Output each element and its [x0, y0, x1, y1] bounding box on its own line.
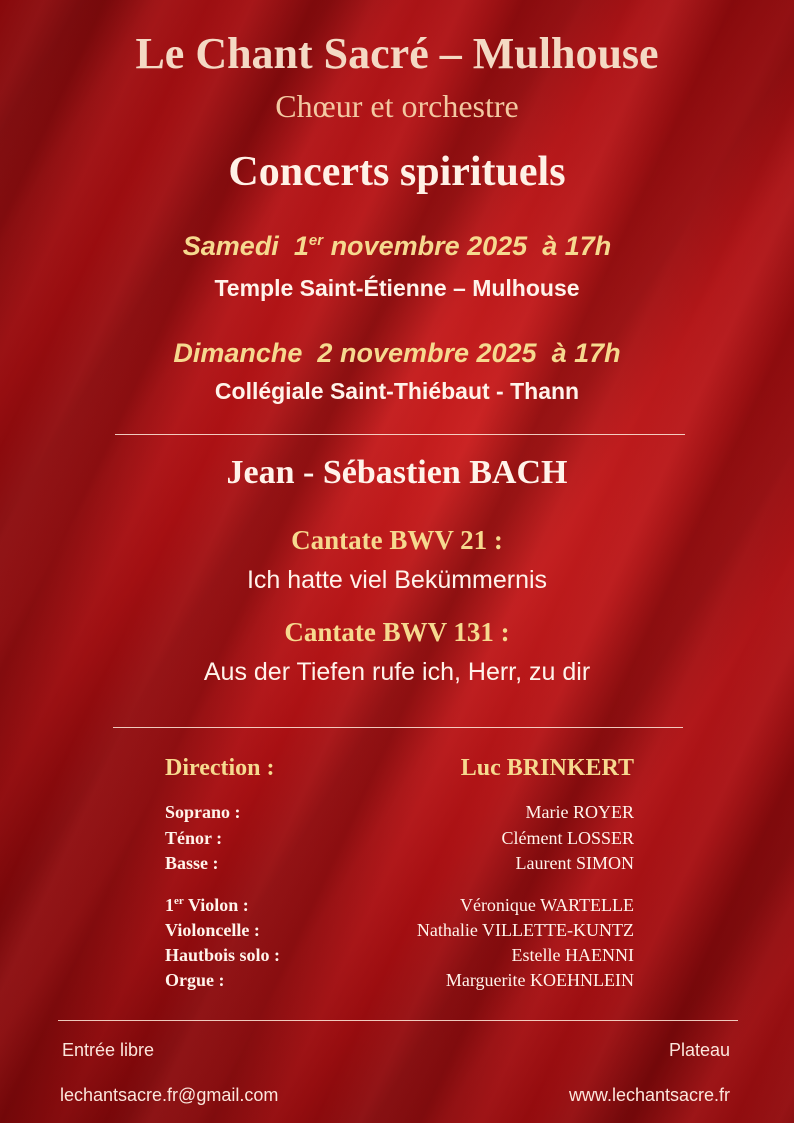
work-label-2: Cantate BWV 131 :: [284, 617, 510, 647]
instrumentalist-role: Hautbois solo :: [165, 945, 281, 965]
website-url: www.lechantsacre.fr: [568, 1085, 730, 1105]
concert-date-rest: novembre 2025: [330, 231, 528, 261]
concert-day: Samedi: [182, 231, 279, 261]
concert-date-rest: novembre 2025: [339, 338, 537, 368]
work-title-1: Ich hatte viel Bekümmernis: [246, 566, 548, 594]
soloist-name: Marie ROYER: [525, 802, 634, 822]
concert-date-number: 2: [317, 338, 333, 368]
poster-subtitle: Chœur et orchestre: [275, 88, 519, 124]
collection-info: Plateau: [668, 1040, 730, 1060]
concert-date-2: [0, 338, 794, 369]
direction-name: Luc BRINKERT: [460, 755, 634, 781]
concert-date-1: [0, 231, 794, 262]
instrumentalist-name: Véronique WARTELLE: [459, 895, 634, 915]
entry-info: Entrée libre: [62, 1040, 155, 1060]
instrumentalist-name: Estelle HAENNI: [511, 945, 634, 965]
soloist-role: Basse :: [165, 853, 219, 873]
role-suffix: er: [174, 895, 184, 907]
concert-venue-2: Collégiale Saint-Thiébaut - Thann: [214, 378, 580, 404]
soloist-name: Clément LOSSER: [501, 828, 634, 848]
role-number: 1: [165, 895, 174, 915]
soloist-role: Soprano :: [165, 802, 241, 822]
soloist-role: Ténor :: [165, 828, 223, 848]
work-title-2: Aus der Tiefen rufe ich, Herr, zu dir: [203, 658, 591, 686]
concert-time: à 17h: [542, 231, 612, 261]
instrumentalist-name: Marguerite KOEHNLEIN: [445, 970, 634, 990]
direction-label: Direction :: [165, 755, 275, 781]
contact-email: lechantsacre.fr@gmail.com: [60, 1085, 279, 1105]
poster-heading: Concerts spirituels: [228, 149, 566, 195]
instrumentalist-role: Violoncelle :: [165, 920, 260, 940]
concert-date-suffix: er: [308, 232, 324, 249]
concert-time: à 17h: [551, 338, 621, 368]
divider: [58, 1020, 738, 1021]
divider: [113, 727, 683, 728]
soloist-name: Laurent SIMON: [515, 853, 634, 873]
concert-venue-1: Temple Saint-Étienne – Mulhouse: [214, 275, 580, 301]
poster-title: Le Chant Sacré – Mulhouse: [135, 29, 659, 78]
work-label-1: Cantate BWV 21 :: [291, 525, 503, 555]
instrumentalist-role: Orgue :: [165, 970, 225, 990]
concert-date-number: 1: [293, 231, 309, 261]
concert-day: Dimanche: [173, 338, 303, 368]
composer-name: Jean - Sébastien BACH: [226, 454, 568, 491]
role-text: Violon :: [183, 895, 249, 915]
instrumentalist-role: [165, 895, 249, 916]
divider: [115, 434, 685, 435]
instrumentalist-name: Nathalie VILLETTE-KUNTZ: [416, 920, 634, 940]
